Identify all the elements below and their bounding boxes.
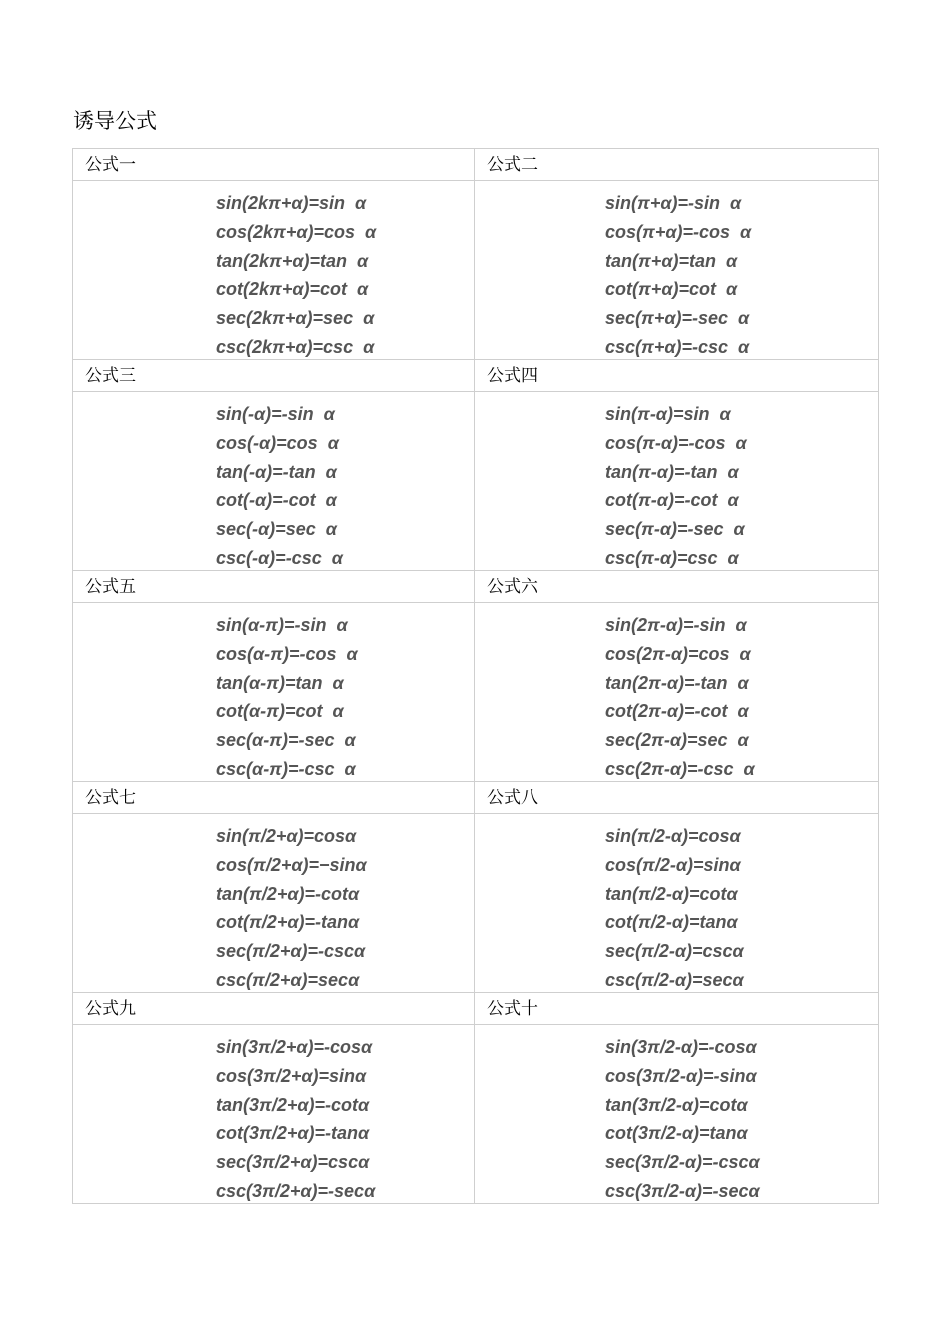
formula-line: sec(π/2+α)=-cscα xyxy=(216,941,366,962)
formula-line: sec(π-α)=-sec α xyxy=(605,519,745,540)
formula-line: cot(3π/2-α)=tanα xyxy=(605,1123,748,1144)
formula-group-name: 公式六 xyxy=(475,571,879,603)
formula-list xyxy=(216,822,367,995)
formula-cell xyxy=(73,392,475,571)
formula-line: tan(π/2-α)=cotα xyxy=(605,883,738,904)
formula-line: csc(3π/2+α)=-secα xyxy=(216,1180,376,1201)
formula-line: csc(π/2-α)=secα xyxy=(605,969,744,990)
formula-cell xyxy=(73,181,475,360)
formula-line: cot(α-π)=cot α xyxy=(216,701,344,722)
formula-line: cos(π+α)=-cos α xyxy=(605,221,752,242)
formula-group-name: 公式二 xyxy=(475,149,879,181)
formula-line: sin(π+α)=-sin α xyxy=(605,193,742,213)
formula-list xyxy=(216,189,376,362)
formula-line: cot(π+α)=cot α xyxy=(605,279,738,300)
formula-table xyxy=(72,148,879,1204)
formula-line: sec(2kπ+α)=sec α xyxy=(216,308,375,329)
formula-line: cot(2kπ+α)=cot α xyxy=(216,279,369,300)
formula-line: tan(2kπ+α)=tan α xyxy=(216,250,369,271)
formula-list xyxy=(216,400,343,573)
table-row xyxy=(73,392,879,571)
formula-line: tan(π/2+α)=-cotα xyxy=(216,883,360,904)
formula-line: cos(-α)=cos α xyxy=(216,432,339,453)
formula-line: sec(π/2-α)=cscα xyxy=(605,941,744,962)
formula-group-name: 公式九 xyxy=(73,993,475,1025)
formula-cell xyxy=(475,603,879,782)
formula-line: csc(π+α)=-csc α xyxy=(605,336,750,357)
table-header-row xyxy=(73,149,879,181)
formula-line: cos(2π-α)=cos α xyxy=(605,643,751,664)
formula-line: cos(π/2+α)=−sinα xyxy=(216,854,367,875)
formula-line: sin(π/2-α)=cosα xyxy=(605,826,741,846)
formula-line: csc(π-α)=csc α xyxy=(605,547,739,568)
formula-line: tan(3π/2+α)=-cotα xyxy=(216,1094,370,1115)
formula-line: cot(3π/2+α)=-tanα xyxy=(216,1123,370,1144)
formula-line: csc(2π-α)=-csc α xyxy=(605,758,755,779)
formula-list xyxy=(216,611,358,784)
formula-line: sin(2π-α)=-sin α xyxy=(605,615,747,635)
formula-line: cot(π-α)=-cot α xyxy=(605,490,739,511)
formula-group-name: 公式四 xyxy=(475,360,879,392)
formula-line: sin(α-π)=-sin α xyxy=(216,615,348,635)
formula-cell xyxy=(475,814,879,993)
formula-line: sec(3π/2+α)=cscα xyxy=(216,1152,370,1173)
formula-line: cot(π/2-α)=tanα xyxy=(605,912,738,933)
formula-line: csc(π/2+α)=secα xyxy=(216,969,360,990)
formula-cell xyxy=(73,1025,475,1204)
formula-cell xyxy=(73,603,475,782)
formula-line: csc(-α)=-csc α xyxy=(216,547,343,568)
formula-group-name: 公式七 xyxy=(73,782,475,814)
formula-line: tan(π-α)=-tan α xyxy=(605,461,739,482)
formula-cell xyxy=(475,392,879,571)
formula-list xyxy=(605,611,755,784)
formula-line: cos(α-π)=-cos α xyxy=(216,643,358,664)
formula-line: tan(3π/2-α)=cotα xyxy=(605,1094,748,1115)
formula-line: cos(3π/2-α)=-sinα xyxy=(605,1065,757,1086)
formula-line: cos(π-α)=-cos α xyxy=(605,432,747,453)
formula-line: tan(2π-α)=-tan α xyxy=(605,672,749,693)
formula-list xyxy=(605,1033,760,1206)
formula-line: sin(-α)=-sin α xyxy=(216,404,335,424)
formula-line: csc(α-π)=-csc α xyxy=(216,758,356,779)
table-row xyxy=(73,181,879,360)
formula-line: cot(π/2+α)=-tanα xyxy=(216,912,360,933)
formula-line: sin(π/2+α)=cosα xyxy=(216,826,357,846)
formula-line: tan(α-π)=tan α xyxy=(216,672,344,693)
formula-line: csc(2kπ+α)=csc α xyxy=(216,336,375,357)
formula-line: cot(2π-α)=-cot α xyxy=(605,701,749,722)
formula-list xyxy=(605,822,744,995)
formula-line: sin(2kπ+α)=sin α xyxy=(216,193,367,213)
formula-line: cos(π/2-α)=sinα xyxy=(605,854,741,875)
formula-line: csc(3π/2-α)=-secα xyxy=(605,1180,760,1201)
formula-line: cos(3π/2+α)=sinα xyxy=(216,1065,367,1086)
formula-line: cot(-α)=-cot α xyxy=(216,490,337,511)
formula-list xyxy=(216,1033,375,1206)
formula-line: sin(3π/2-α)=-cosα xyxy=(605,1037,757,1057)
formula-line: sec(π+α)=-sec α xyxy=(605,308,750,329)
formula-cell xyxy=(475,181,879,360)
formula-line: sec(3π/2-α)=-cscα xyxy=(605,1152,760,1173)
formula-group-name: 公式八 xyxy=(475,782,879,814)
formula-cell xyxy=(73,814,475,993)
formula-line: sec(-α)=sec α xyxy=(216,519,337,540)
formula-group-name: 公式三 xyxy=(73,360,475,392)
formula-group-name: 公式五 xyxy=(73,571,475,603)
formula-cell xyxy=(475,1025,879,1204)
formula-line: sin(π-α)=sin α xyxy=(605,404,731,424)
formula-line: sin(3π/2+α)=-cosα xyxy=(216,1037,373,1057)
table-row xyxy=(73,814,879,993)
formula-group-name: 公式一 xyxy=(73,149,475,181)
table-row xyxy=(73,603,879,782)
formula-line: tan(-α)=-tan α xyxy=(216,461,337,482)
formula-list xyxy=(605,400,747,573)
table-header-row xyxy=(73,782,879,814)
formula-line: sec(α-π)=-sec α xyxy=(216,730,356,751)
formula-list xyxy=(605,189,751,362)
table-row xyxy=(73,1025,879,1204)
page-title: 诱导公式 xyxy=(73,109,157,133)
table-header-row xyxy=(73,993,879,1025)
formula-group-name: 公式十 xyxy=(475,993,879,1025)
table-header-row xyxy=(73,571,879,603)
formula-line: sec(2π-α)=sec α xyxy=(605,730,749,751)
table-header-row xyxy=(73,360,879,392)
formula-line: cos(2kπ+α)=cos α xyxy=(216,221,377,242)
formula-line: tan(π+α)=tan α xyxy=(605,250,738,271)
